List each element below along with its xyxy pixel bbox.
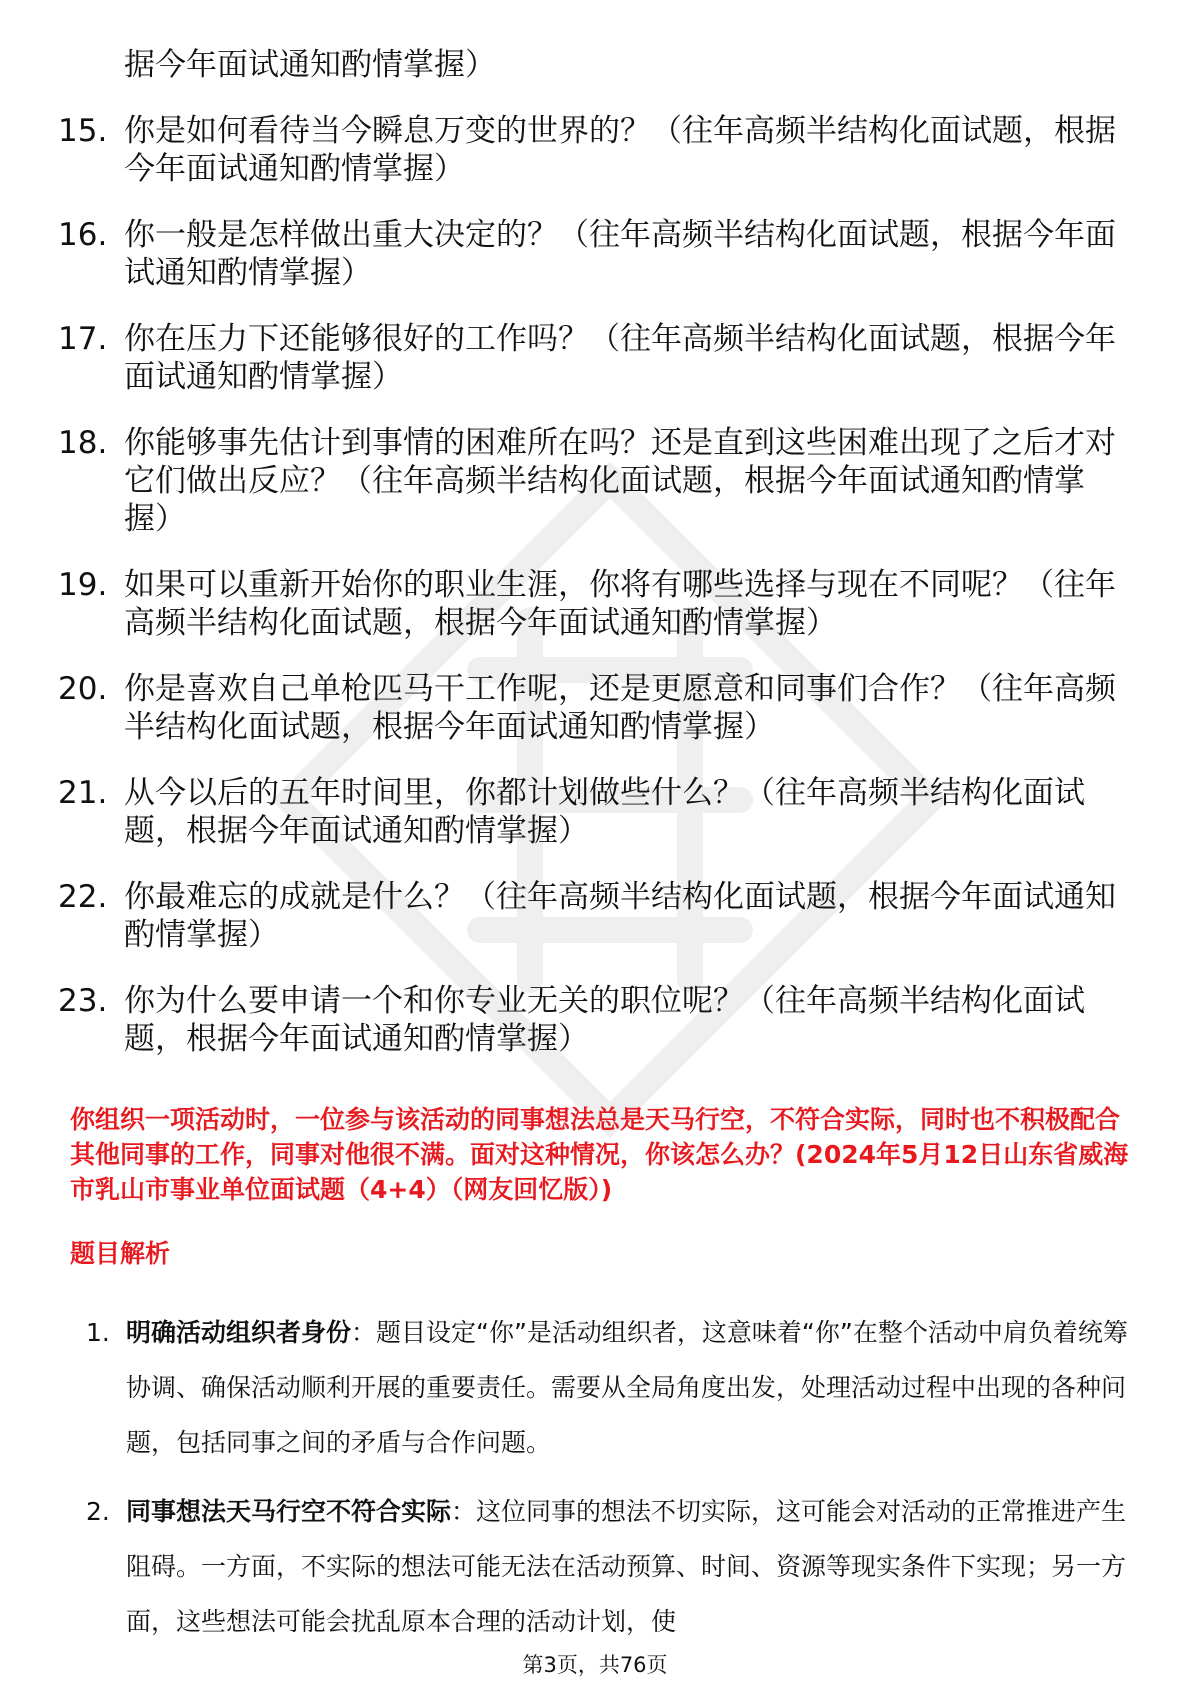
question-item bbox=[58, 878, 1128, 954]
question-list bbox=[58, 46, 1128, 1058]
question-text: 从今以后的五年时间里，你都计划做些什么？（往年高频半结构化面试题，根据今年面试通知酌情掌握） bbox=[124, 775, 1085, 849]
analysis-item-text: ：这位同事的想法不切实际，这可能会对活动的正常推进产生阻碍。一方面，不实际的想法可能无法在活动预算、时间、资源等现实条件下实现；另一方面，这些想法可能会扰乱原本合理的活动计划，使 bbox=[126, 1497, 1127, 1636]
question-number: 22. bbox=[58, 879, 108, 915]
question-number: 15. bbox=[58, 113, 108, 149]
question-number: 23. bbox=[58, 983, 108, 1019]
question-item bbox=[58, 112, 1128, 188]
question-text: 你最难忘的成就是什么？（往年高频半结构化面试题，根据今年面试通知酌情掌握） bbox=[124, 879, 1116, 953]
question-text: 你在压力下还能够很好的工作吗？（往年高频半结构化面试题，根据今年面试通知酌情掌握） bbox=[124, 321, 1116, 395]
analysis-body bbox=[126, 1318, 1128, 1457]
question-item bbox=[58, 670, 1128, 746]
analysis-item-text: ：题目设定“你”是活动组织者，这意味着“你”在整个活动中肩负着统筹协调、确保活动顺利开展的重要责任。需要从全局角度出发，处理活动过程中出现的各种问题，包括同事之间的矛盾与合作问题。 bbox=[126, 1318, 1128, 1457]
question-item bbox=[58, 424, 1128, 538]
question-text: 你一般是怎样做出重大决定的？（往年高频半结构化面试题，根据今年面试通知酌情掌握） bbox=[124, 217, 1116, 291]
continuation-line: 据今年面试通知酌情掌握） bbox=[124, 47, 496, 83]
analysis-item-title: 明确活动组织者身份 bbox=[126, 1318, 352, 1347]
analysis-item-title: 同事想法天马行空不符合实际 bbox=[126, 1497, 452, 1526]
highlight-question: 你组织一项活动时，一位参与该活动的同事想法总是天马行空，不符合实际，同时也不积极配合其他同事的工作，同事对他很不满。面对这种情况，你该怎么办？(2024年5月12日山东省威海市乳山市事业单位面试题（4+4）（网友回忆版）) bbox=[70, 1105, 1129, 1204]
analysis-item bbox=[86, 1305, 1130, 1470]
question-number: 17. bbox=[58, 321, 108, 357]
question-item bbox=[58, 320, 1128, 396]
question-number: 19. bbox=[58, 567, 108, 603]
question-item bbox=[58, 774, 1128, 850]
question-text: 你为什么要申请一个和你专业无关的职位呢？（往年高频半结构化面试题，根据今年面试通知酌情掌握） bbox=[124, 983, 1085, 1057]
analysis-number: 2. bbox=[86, 1497, 110, 1526]
question-text: 你是如何看待当今瞬息万变的世界的？（往年高频半结构化面试题，根据今年面试通知酌情掌握） bbox=[124, 113, 1116, 187]
page-footer: 第3页，共76页 bbox=[522, 1653, 668, 1677]
analysis-item bbox=[86, 1484, 1130, 1649]
question-text: 如果可以重新开始你的职业生涯，你将有哪些选择与现在不同呢？（往年高频半结构化面试题，根据今年面试通知酌情掌握） bbox=[124, 567, 1116, 641]
question-item bbox=[58, 982, 1128, 1058]
analysis-list bbox=[86, 1305, 1130, 1663]
question-number: 16. bbox=[58, 217, 108, 253]
question-item bbox=[58, 566, 1128, 642]
question-number: 20. bbox=[58, 671, 108, 707]
analysis-number: 1. bbox=[86, 1318, 110, 1347]
question-number: 18. bbox=[58, 425, 108, 461]
question-number: 21. bbox=[58, 775, 108, 811]
analysis-title: 题目解析 bbox=[70, 1239, 171, 1268]
question-text: 你能够事先估计到事情的困难所在吗？还是直到这些困难出现了之后才对它们做出反应？（往年高频半结构化面试题，根据今年面试通知酌情掌握） bbox=[124, 425, 1116, 537]
question-item bbox=[58, 216, 1128, 292]
question-text: 你是喜欢自己单枪匹马干工作呢，还是更愿意和同事们合作？（往年高频半结构化面试题，根据今年面试通知酌情掌握） bbox=[124, 671, 1116, 745]
analysis-body bbox=[126, 1497, 1126, 1636]
